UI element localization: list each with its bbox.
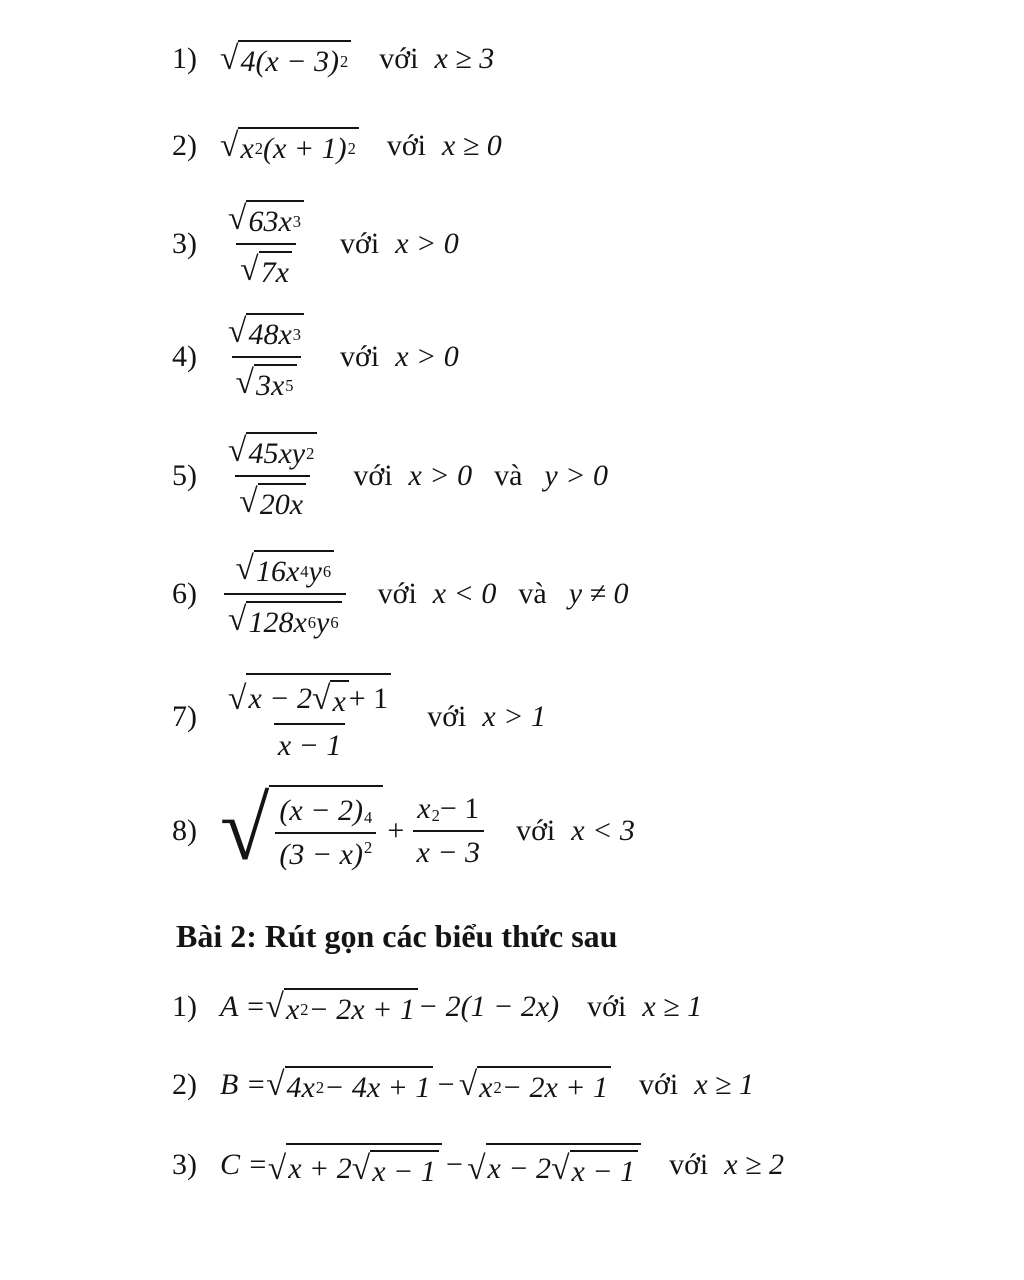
- condition: x ≥ 1: [642, 989, 703, 1023]
- condition: x ≥ 0: [442, 128, 502, 162]
- fraction: [224, 550, 346, 638]
- radical-sign: √: [220, 780, 270, 879]
- condition-word: với: [340, 227, 380, 260]
- radical-sign: √: [240, 251, 259, 289]
- item-number: 8): [172, 814, 197, 847]
- numerator-radicand-part: x − 2: [248, 681, 312, 715]
- condition: x > 0: [395, 227, 459, 260]
- radicand-part: x − 2: [487, 1151, 552, 1185]
- condition-word: với: [386, 128, 427, 162]
- radical-sign: √: [235, 550, 254, 588]
- denominator-radicand: 3x: [255, 369, 285, 402]
- radical-sign: √: [220, 127, 239, 165]
- condition-word: với: [587, 989, 627, 1023]
- denominator-radicand: 20x: [259, 488, 304, 521]
- condition: x ≥ 1: [694, 1067, 755, 1101]
- radicand-part: x: [479, 1071, 493, 1104]
- radical-sign: √: [467, 1150, 486, 1188]
- condition: x > 0: [395, 340, 459, 373]
- exercise-1-item-6: [172, 550, 628, 638]
- condition-word: với: [516, 814, 556, 847]
- inner-radicand: x − 1: [571, 1155, 636, 1188]
- condition: x < 0: [432, 577, 497, 610]
- condition-word: với: [379, 41, 419, 75]
- radicand-part: − 2x + 1: [308, 993, 415, 1026]
- exponent: 3: [292, 324, 302, 344]
- fraction: [413, 794, 485, 868]
- radicand: 4(x − 3): [240, 45, 339, 78]
- inner-radical-sign: √: [351, 1150, 371, 1188]
- radicand-part: x: [240, 132, 254, 165]
- radical-expression: [266, 988, 418, 1025]
- exponent: 2: [300, 999, 309, 1019]
- denominator-radicand: 7x: [260, 256, 289, 289]
- condition-2: y > 0: [544, 459, 608, 492]
- numerator: (x − 2): [279, 794, 363, 827]
- numerator-radicand: 48x: [248, 318, 292, 351]
- numerator-part: − 1: [439, 792, 480, 825]
- denominator: x − 3: [416, 836, 481, 869]
- condition-word: với: [353, 459, 393, 492]
- radicand-part: 4x: [286, 1071, 315, 1104]
- inner-radical-sign: √: [312, 680, 331, 718]
- lhs: C =: [220, 1148, 268, 1181]
- and-word: và: [494, 459, 523, 492]
- radical-sign: √: [220, 40, 239, 78]
- inner-radicand: x − 1: [372, 1155, 436, 1188]
- radical-expression: [268, 1143, 442, 1187]
- radical-expression: [220, 127, 359, 164]
- exercise-1-item-8: [172, 780, 635, 879]
- item-number: 2): [172, 128, 197, 162]
- radicand-part: x: [285, 993, 300, 1026]
- condition: x > 0: [408, 459, 473, 492]
- exponent: 4: [300, 561, 309, 581]
- item-number: 4): [172, 340, 197, 373]
- denominator-radicand-part: y: [316, 606, 330, 639]
- condition: x < 3: [571, 814, 635, 847]
- item-number: 1): [172, 41, 197, 75]
- exercise-1-item-2: [172, 127, 502, 164]
- numerator-radicand: 45xy: [248, 437, 306, 470]
- radical-sign: √: [228, 313, 247, 351]
- exponent: 2: [493, 1077, 502, 1097]
- item-number: 1): [172, 989, 197, 1023]
- exponent: 2: [306, 443, 315, 463]
- exercise-1-item-7: [172, 673, 546, 761]
- condition: x ≥ 3: [434, 41, 495, 75]
- exponent: 2: [347, 138, 356, 158]
- radical-sign: √: [228, 432, 247, 470]
- expression-tail: − 2(1 − 2x): [417, 989, 560, 1023]
- exponent: 3: [292, 211, 302, 231]
- exercise-1-item-4: [172, 313, 459, 401]
- radical-expression: [266, 1066, 433, 1103]
- exponent: 5: [285, 375, 294, 395]
- minus-sign: −: [445, 1148, 463, 1181]
- radical-sign: √: [267, 1150, 287, 1188]
- condition-word: với: [669, 1148, 709, 1181]
- exponent: 2: [315, 1077, 325, 1097]
- radical-expression: [220, 780, 383, 879]
- condition-word: với: [377, 577, 417, 610]
- condition: x ≥ 2: [724, 1148, 785, 1181]
- denominator-radicand-part: 128x: [248, 606, 307, 639]
- radical-sign: √: [266, 1066, 285, 1104]
- radical-sign: √: [235, 364, 254, 402]
- radical-expression: [459, 1066, 611, 1103]
- numerator-radicand-part: y: [308, 555, 322, 588]
- radical-expression: [220, 40, 351, 77]
- radicand-part: (x + 1): [263, 132, 347, 165]
- condition-word: với: [639, 1067, 679, 1101]
- and-word: và: [518, 577, 547, 610]
- condition-word: với: [340, 340, 380, 373]
- fraction: [224, 313, 308, 401]
- radical-sign: √: [458, 1066, 478, 1104]
- numerator-radicand-part: + 1: [348, 681, 389, 715]
- exponent: 2: [431, 805, 440, 825]
- exponent: 6: [307, 612, 317, 632]
- condition-word: với: [427, 700, 467, 733]
- exercise-1-item-1: [172, 40, 494, 77]
- exercise-2-item-3: [172, 1143, 784, 1187]
- exercise-2-heading: Bài 2: Rút gọn các biểu thức sau: [176, 918, 618, 954]
- minus-sign: −: [437, 1067, 455, 1101]
- exercise-2-item-2: [172, 1066, 754, 1103]
- radical-expression: [467, 1143, 641, 1187]
- exercise-2-item-1: [172, 988, 702, 1025]
- item-number: 7): [172, 700, 197, 733]
- radicand-part: − 4x + 1: [324, 1071, 431, 1104]
- item-number: 3): [172, 1148, 197, 1181]
- radicand-part: x + 2: [288, 1151, 352, 1185]
- exercise-1-item-3: [172, 200, 459, 288]
- condition: x > 1: [482, 700, 546, 733]
- numerator-radicand: 63x: [248, 205, 292, 238]
- item-number: 5): [172, 459, 197, 492]
- denominator: (3 − x): [279, 838, 363, 871]
- exponent: 2: [254, 138, 264, 158]
- lhs: B =: [220, 1067, 267, 1101]
- radical-sign: √: [228, 680, 247, 718]
- radical-sign: √: [228, 200, 247, 238]
- condition-2: y ≠ 0: [568, 577, 629, 610]
- radicand-part: − 2x + 1: [501, 1071, 609, 1104]
- numerator-radicand-part: 16x: [255, 555, 300, 588]
- exponent: 2: [339, 51, 349, 71]
- numerator-part: x: [417, 792, 431, 825]
- radical-sign: √: [239, 483, 258, 521]
- exponent: 2: [363, 838, 373, 857]
- item-number: 6): [172, 577, 197, 610]
- denominator: x − 1: [277, 729, 342, 762]
- fraction: [224, 200, 308, 288]
- fraction: [224, 673, 395, 761]
- exercise-1-item-5: [172, 432, 608, 520]
- exponent: 6: [330, 612, 339, 632]
- lhs: A =: [220, 989, 266, 1023]
- inner-radicand: x: [332, 685, 346, 718]
- exponent: 6: [322, 561, 332, 581]
- plus-sign: +: [387, 814, 405, 847]
- radical-sign: √: [265, 988, 284, 1026]
- exponent: 4: [363, 807, 373, 827]
- item-number: 3): [172, 227, 197, 260]
- radical-sign: √: [228, 601, 247, 639]
- item-number: 2): [172, 1067, 197, 1101]
- fraction: [275, 796, 376, 870]
- fraction: [224, 432, 321, 520]
- inner-radical-sign: √: [551, 1150, 570, 1188]
